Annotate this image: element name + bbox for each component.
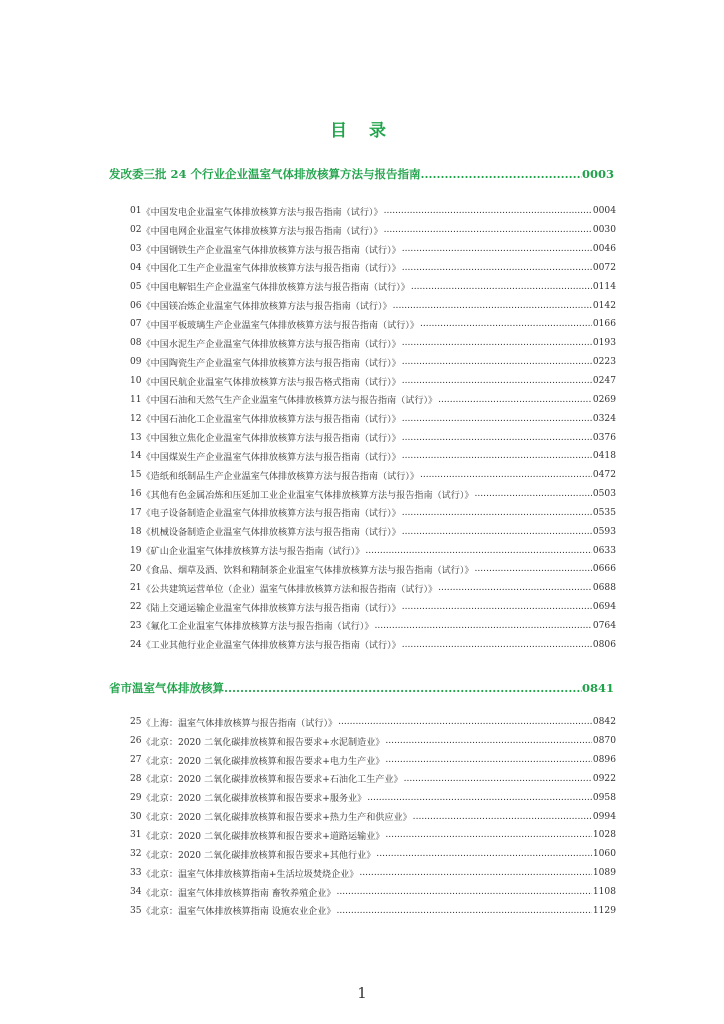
toc-entry[interactable] [130,372,616,391]
entry-number: 01 [130,206,142,217]
entry-title: 《公共建筑运营单位（企业）温室气体排放核算方法和报告指南（试行）》 [141,584,438,595]
entry-number: 11 [130,394,142,405]
toc-entry[interactable] [130,598,616,617]
toc-entry[interactable] [130,788,616,807]
entry-number: 24 [130,639,142,650]
entry-number: 20 [130,564,142,575]
entry-page: 0694 [592,602,616,613]
entry-title: 《中国陶瓷生产企业温室气体排放核算方法与报告指南（试行）》 [141,358,401,369]
entry-page: 1108 [592,887,616,898]
entry-page: 0994 [592,811,616,822]
entry-title: 《中国电解铝生产企业温室气体排放核算方法与报告指南（试行）》 [141,283,410,294]
toc-entry[interactable] [130,409,616,428]
dot-leader [475,489,592,499]
toc-entry[interactable] [130,221,616,240]
entry-number: 14 [130,451,142,462]
toc-entry[interactable] [130,541,616,560]
dot-leader [384,206,592,216]
entry-title: 《北京：2020 二氧化碳排放核算和报告要求+其他行业》 [141,850,376,861]
entry-page: 0030 [592,225,616,236]
entry-page: 0004 [592,206,616,217]
entry-number: 13 [130,432,142,443]
toc-entry[interactable] [130,751,616,770]
dot-leader [402,357,592,367]
entry-title: 《北京：2020 二氧化碳排放核算和报告要求+服务业》 [141,794,367,805]
entry-title: 《食品、烟草及酒、饮料和精制茶企业温室气体排放核算方法与报告指南（试行）》 [141,565,474,576]
entry-page: 0842 [592,717,616,728]
entry-number: 17 [130,507,142,518]
section-label: 省市温室气体排放核算 [109,681,224,695]
dot-leader [224,681,582,695]
toc-entry[interactable] [130,883,616,902]
entry-number: 12 [130,413,142,424]
entry-page: 0666 [592,564,616,575]
dot-leader [438,395,592,405]
entry-number: 21 [130,583,142,594]
entry-number: 35 [130,905,142,916]
entry-page: 0688 [592,583,616,594]
toc-entry[interactable] [130,560,616,579]
entry-title: 《北京：2020 二氧化碳排放核算和报告要求+道路运输业》 [141,831,385,842]
toc-entry[interactable] [130,334,616,353]
entry-title: 《造纸和纸制品生产企业温室气体排放核算方法与报告指南（试行）》 [141,471,419,482]
dot-leader [385,736,591,746]
dot-leader [402,602,592,612]
entry-number: 19 [130,545,142,556]
toc-entry[interactable] [130,579,616,598]
entry-number: 30 [130,811,142,822]
dot-leader [338,717,592,727]
entry-number: 15 [130,470,142,481]
dot-leader [404,774,592,784]
entry-title: 《中国煤炭生产企业温室气体排放核算方法与报告指南（试行）》 [141,452,401,463]
dot-leader [402,640,592,650]
entry-page: 1129 [592,905,616,916]
entry-page: 0269 [592,394,616,405]
entry-number: 06 [130,300,142,311]
toc-entry[interactable] [130,428,616,447]
entry-page: 0247 [592,376,616,387]
toc-entry[interactable] [130,807,616,826]
dot-leader [365,546,591,556]
entry-title: 《电子设备制造企业温室气体排放核算方法与报告指南（试行）》 [141,509,401,520]
entry-page: 0764 [592,620,616,631]
section-label: 发改委三批 24 个行业企业温室气体排放核算方法与报告指南 [109,167,421,181]
dot-leader [336,906,591,916]
entry-title: 《北京：2020 二氧化碳排放核算和报告要求+电力生产业》 [141,756,385,767]
page-title: 目 录 [330,121,394,141]
entry-title: 《北京：温室气体排放核算指南+生活垃圾焚烧企业》 [141,869,359,880]
entry-title: 《中国石油和天然气生产企业温室气体排放核算方法与报告指南（试行）》 [141,396,438,407]
entry-page: 0472 [592,470,616,481]
entry-title: 《中国石油化工企业温室气体排放核算方法与报告指南（试行）》 [141,415,401,426]
entry-title: 《中国民航企业温室气体排放核算方法与报告格式指南（试行）》 [141,377,401,388]
entry-title: 《矿山企业温室气体排放核算方法与报告指南（试行）》 [141,547,365,558]
entry-title: 《北京：2020 二氧化碳排放核算和报告要求+石油化工生产业》 [141,775,403,786]
entry-page: 0958 [592,792,616,803]
toc-entry[interactable] [130,353,616,372]
entry-number: 09 [130,357,142,368]
entry-page: 0166 [592,319,616,330]
toc-entry[interactable] [130,826,616,845]
toc-entry[interactable] [130,504,616,523]
entry-title: 《中国独立焦化企业温室气体排放核算方法与报告指南（试行）》 [141,434,401,445]
entry-number: 33 [130,868,142,879]
dot-leader [402,527,592,537]
entry-title: 《机械设备制造企业温室气体排放核算方法与报告指南（试行）》 [141,528,401,539]
entry-number: 32 [130,849,142,860]
entry-number: 34 [130,887,142,898]
dot-leader [402,263,592,273]
entry-title: 《中国平板玻璃生产企业温室气体排放核算方法与报告指南（试行）》 [141,320,419,331]
entry-title: 《北京：温室气体排放核算指南 设施农业企业》 [141,907,336,918]
entry-page: 0503 [592,489,616,500]
toc-entry[interactable] [130,390,616,409]
toc-entry[interactable] [130,466,616,485]
entry-title: 《中国钢铁生产企业温室气体排放核算方法与报告指南（试行）》 [141,245,401,256]
entry-page: 0193 [592,338,616,349]
dot-leader [420,470,592,480]
toc-entry[interactable] [130,732,616,751]
dot-leader [336,887,591,897]
toc-entry[interactable] [130,770,616,789]
entry-number: 10 [130,376,142,387]
page-number: 1 [357,984,367,1002]
entry-page: 0922 [592,773,616,784]
entry-title: 《北京：2020 二氧化碳排放核算和报告要求+水泥制造业》 [141,737,385,748]
toc-entry[interactable] [130,296,616,315]
toc-entry[interactable] [130,202,616,221]
entry-title: 《中国电网企业温室气体排放核算方法与报告指南（试行）》 [141,226,383,237]
entry-number: 28 [130,773,142,784]
entry-number: 27 [130,755,142,766]
entry-page: 1089 [592,868,616,879]
dot-leader [402,414,592,424]
dot-leader [411,282,592,292]
entry-number: 04 [130,262,142,273]
dot-leader [359,868,591,878]
entry-page: 0870 [592,736,616,747]
toc-section-provincial[interactable] [109,680,614,696]
toc-section-ndrc[interactable] [109,166,614,182]
entry-page: 0418 [592,451,616,462]
dot-leader [420,319,592,329]
entry-number: 08 [130,338,142,349]
entry-page: 0806 [592,639,616,650]
entry-page: 0324 [592,413,616,424]
entry-page: 0633 [592,545,616,556]
entry-number: 23 [130,620,142,631]
toc-list-ndrc [130,202,616,654]
entry-title: 《其他有色金属冶炼和压延加工业企业温室气体排放核算方法与报告指南（试行）》 [141,490,474,501]
section-page: 0003 [581,167,614,181]
toc-entry[interactable] [130,635,616,654]
dot-leader [413,812,592,822]
entry-page: 0114 [592,281,616,292]
entry-title: 《上海：温室气体排放核算与报告指南（试行）》 [141,718,338,729]
section-page: 0841 [581,681,614,695]
entry-number: 25 [130,717,142,728]
entry-number: 07 [130,319,142,330]
dot-leader [402,433,592,443]
entry-title: 《中国化工生产企业温室气体排放核算方法与报告指南（试行）》 [141,264,401,275]
toc-entry[interactable] [130,522,616,541]
dot-leader [438,583,592,593]
toc-entry[interactable] [130,845,616,864]
entry-number: 03 [130,244,142,255]
toc-entry[interactable] [130,713,616,732]
entry-page: 0376 [592,432,616,443]
entry-number: 29 [130,792,142,803]
entry-title: 《中国镁冶炼企业温室气体排放核算方法与报告指南（试行）》 [141,302,392,313]
entry-title: 《北京：2020 二氧化碳排放核算和报告要求+热力生产和供应业》 [141,813,412,824]
dot-leader [402,338,592,348]
entry-page: 0896 [592,755,616,766]
dot-leader [402,451,592,461]
toc-entry[interactable] [130,259,616,278]
entry-number: 31 [130,830,142,841]
entry-number: 22 [130,602,142,613]
entry-page: 0046 [592,244,616,255]
toc-entry[interactable] [130,617,616,636]
dot-leader [376,849,592,859]
entry-page: 0535 [592,507,616,518]
entry-page: 0223 [592,357,616,368]
dot-leader [475,564,592,574]
entry-number: 02 [130,225,142,236]
dot-leader [421,167,582,181]
toc-entry[interactable] [130,447,616,466]
entry-page: 0593 [592,526,616,537]
entry-title: 《工业其他行业企业温室气体排放核算方法与报告指南（试行）》 [141,641,401,652]
toc-entry[interactable] [130,277,616,296]
entry-number: 26 [130,736,142,747]
toc-entry[interactable] [130,864,616,883]
dot-leader [402,244,592,254]
dot-leader [385,830,591,840]
dot-leader [402,508,592,518]
toc-entry[interactable] [130,240,616,259]
entry-number: 16 [130,489,142,500]
entry-page: 0142 [592,300,616,311]
entry-title: 《陆上交通运输企业温室气体排放核算方法与报告指南（试行）》 [141,603,401,614]
entry-number: 05 [130,281,142,292]
dot-leader [374,621,591,631]
entry-title: 《中国发电企业温室气体排放核算方法与报告指南（试行）》 [141,207,383,218]
entry-title: 《北京：温室气体排放核算指南 畜牧养殖企业》 [141,888,336,899]
toc-list-provincial [130,713,616,920]
entry-page: 1028 [592,830,616,841]
dot-leader [385,755,591,765]
dot-leader [393,301,592,311]
entry-page: 1060 [592,849,616,860]
toc-entry[interactable] [130,315,616,334]
dot-leader [384,225,592,235]
entry-page: 0072 [592,262,616,273]
dot-leader [402,376,592,386]
entry-title: 《中国水泥生产企业温室气体排放核算方法与报告指南（试行）》 [141,339,401,350]
entry-title: 《氟化工企业温室气体排放核算方法与报告指南（试行）》 [141,622,374,633]
dot-leader [367,793,592,803]
entry-number: 18 [130,526,142,537]
toc-entry[interactable] [130,901,616,920]
toc-entry[interactable] [130,485,616,504]
